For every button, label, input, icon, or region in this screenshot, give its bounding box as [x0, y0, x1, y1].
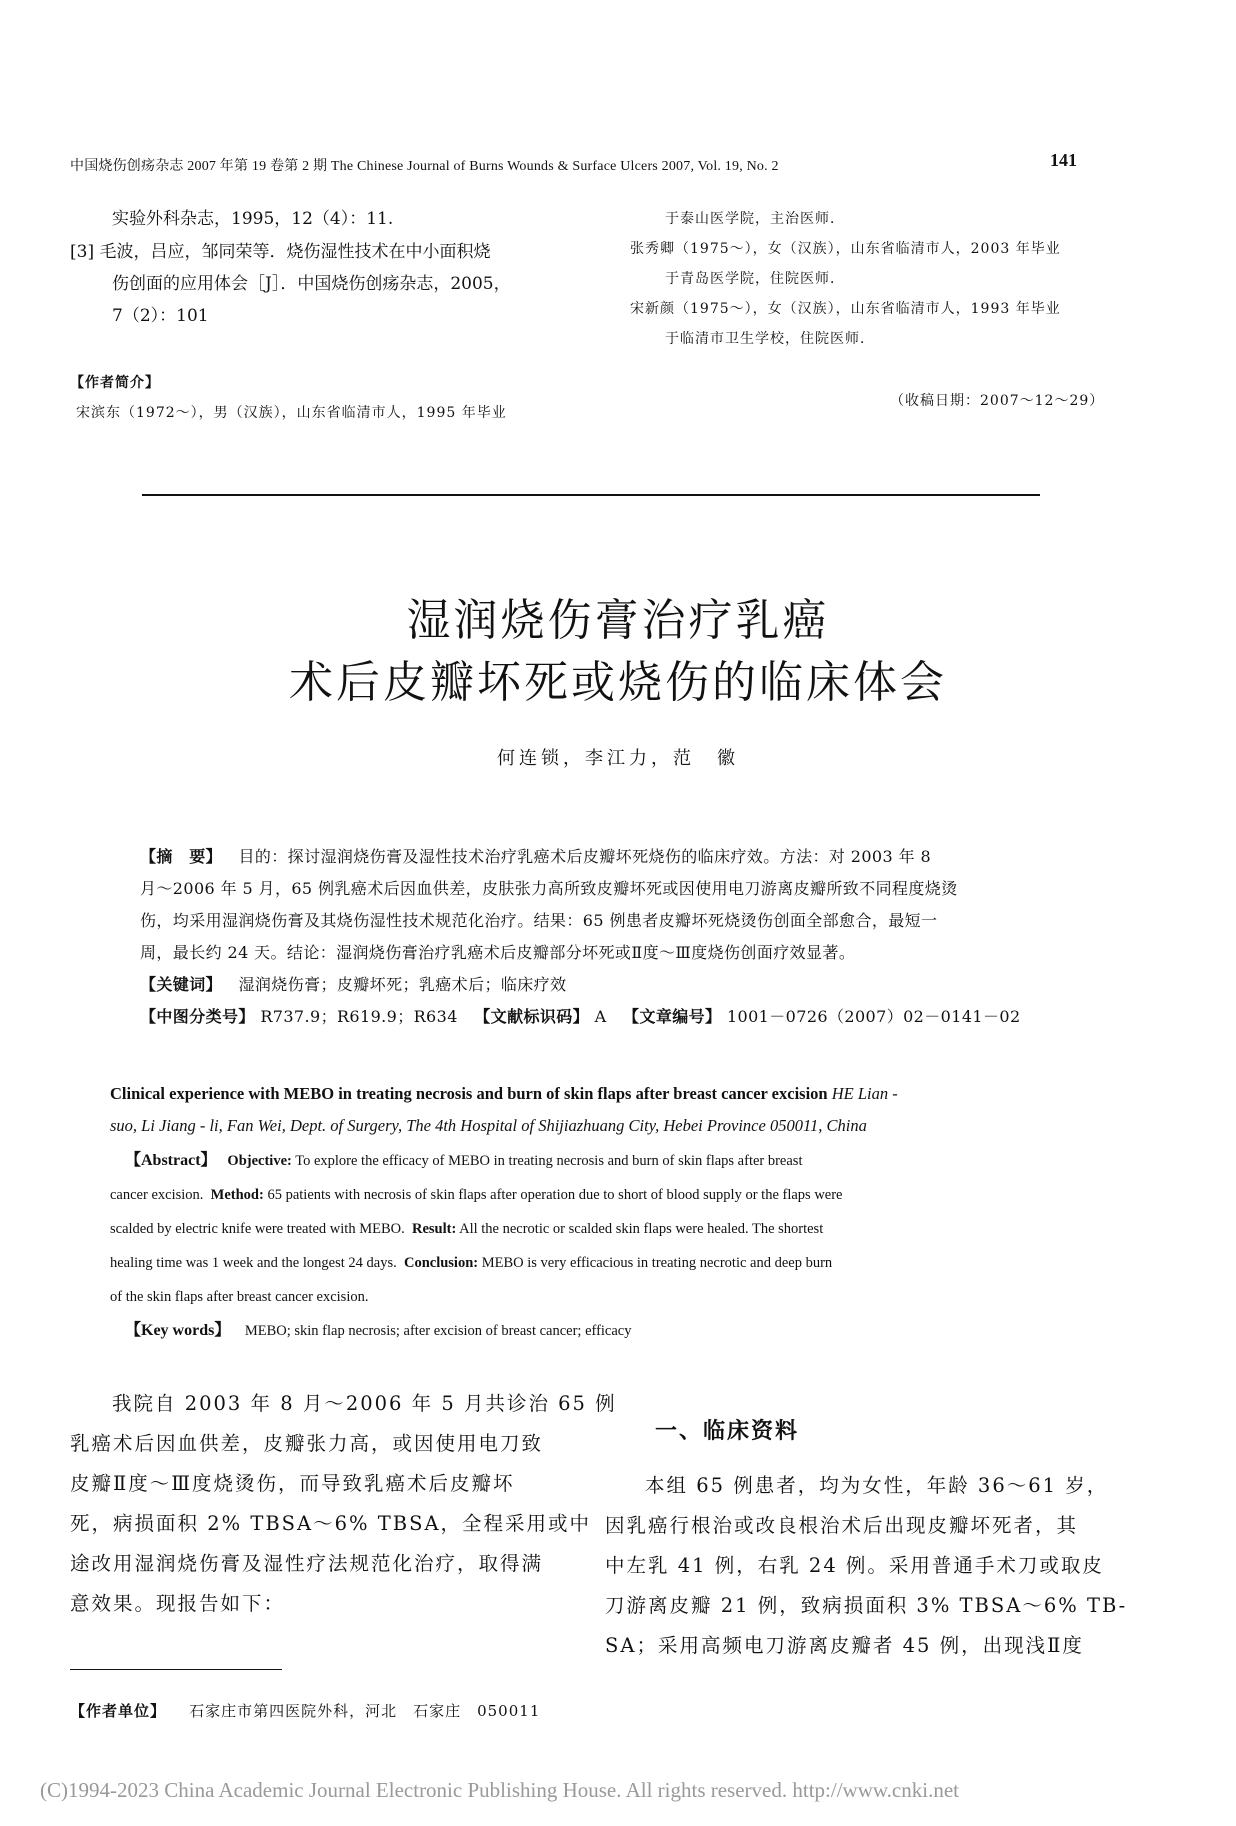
author-bio-line: 张秀卿（1975～），女（汉族），山东省临清市人，2003 年毕业	[630, 241, 1061, 257]
objective-text: To explore the efficacy of MEBO in treating necrosis and burn of skin flaps after breast	[295, 1153, 803, 1169]
english-text: healing time was 1 week and the longest 24 days.	[110, 1255, 397, 1271]
english-abstract-label: 【Abstract】	[125, 1152, 217, 1169]
reference-line: 7（2）：101	[112, 306, 209, 326]
english-abstract-line	[110, 1246, 1085, 1280]
author-bio-line: 于临清市卫生学校，住院医师．	[665, 331, 875, 347]
abstract-line: 周，最长约 24 天。结论：湿润烧伤膏治疗乳癌术后皮瓣部分坏死或Ⅱ度～Ⅲ度烧伤创面疗效显著。	[140, 943, 856, 962]
reference-line: [3] 毛波，吕应，邹同荣等．烧伤湿性技术在中小面积烧	[70, 242, 491, 262]
section-divider	[142, 494, 1040, 496]
reference-line: 伤创面的应用体会［J］．中国烧伤创疡杂志，2005，	[112, 274, 511, 294]
author-bio-label: 【作者简介】	[70, 375, 160, 391]
section-heading: 一、临床资料	[655, 1419, 800, 1444]
english-authors-line1: HE Lian -	[831, 1084, 898, 1103]
english-abstract-line	[110, 1212, 1085, 1246]
reference-line: 实验外科杂志，1995，12（4）：11.	[112, 209, 394, 229]
method-text: 65 patients with necrosis of skin flaps after operation due to short of blood supply or the flaps were	[267, 1187, 843, 1203]
english-abstract-line	[125, 1144, 1100, 1178]
body-line: 本组 65 例患者，均为女性，年龄 36～61 岁，	[645, 1474, 1109, 1497]
english-keywords-row	[125, 1314, 1100, 1348]
method-label: Method:	[210, 1187, 264, 1203]
abstract-label: 【摘 要】	[140, 847, 223, 866]
chinese-abstract	[140, 842, 1075, 872]
body-line: 刀游离皮瓣 21 例，致病损面积 3% TBSA～6% TB-	[605, 1594, 1128, 1617]
author-bio-line: 于泰山医学院，主治医师．	[665, 211, 845, 227]
conclusion-label: Conclusion:	[403, 1255, 479, 1271]
english-keywords: MEBO; skin flap necrosis; after excision of breast cancer; efficacy	[244, 1323, 632, 1339]
english-text: cancer excision.	[110, 1187, 204, 1203]
running-head: 中国烧伤创疡杂志 2007 年第 19 卷第 2 期 The Chinese Journal of Burns Wounds & Surface Ulcers 2007, Vol. 19, No. 2	[70, 159, 779, 174]
article-title-line2: 术后皮瓣坏死或烧伤的临床体会	[289, 657, 947, 708]
class-label: 【中图分类号】	[140, 1007, 255, 1026]
body-line: 死，病损面积 2% TBSA～6% TBSA，全程采用或中	[70, 1512, 592, 1535]
english-title: Clinical experience with MEBO in treating necrosis and burn of skin flaps after breast cancer excision	[110, 1084, 828, 1103]
english-authors: suo, Li Jiang - li, Fan Wei, Dept. of Surgery, The 4th Hospital of Shijiazhuang City, Hebei Province 050011, China	[110, 1116, 867, 1135]
english-abstract-line: of the skin flaps after breast cancer excision.	[110, 1289, 369, 1305]
footnote-rule	[70, 1669, 282, 1670]
classification-row	[140, 1002, 1075, 1032]
class-value: R737.9；R619.9；R634	[260, 1007, 458, 1026]
article-number-label: 【文章编号】	[623, 1007, 722, 1026]
keywords-row	[140, 970, 1075, 1000]
abstract-line: 月～2006 年 5 月，65 例乳癌术后因血供差，皮肤张力高所致皮瓣坏死或因使用电刀游离皮瓣所致不同程度烧烫	[140, 879, 958, 898]
body-line: 中左乳 41 例，右乳 24 例。采用普通手术刀或取皮	[605, 1554, 1104, 1577]
abstract-line: 伤，均采用湿润烧伤膏及其烧伤湿性技术规范化治疗。结果：65 例患者皮瓣坏死烧烫伤创面全部愈合，最短一	[140, 911, 938, 930]
doc-code-label: 【文献标识码】	[474, 1007, 590, 1026]
article-title-line1: 湿润烧伤膏治疗乳癌	[406, 595, 830, 646]
page-number: 141	[1050, 150, 1077, 170]
result-text: All the necrotic or scalded skin flaps were healed. The shortest	[459, 1221, 824, 1237]
keywords-label: 【关键词】	[140, 975, 223, 994]
body-line: SA；采用高频电刀游离皮瓣者 45 例，出现浅Ⅱ度	[605, 1634, 1084, 1657]
footnote-label: 【作者单位】	[70, 1702, 167, 1720]
author-bio-line: 宋新颜（1975～），女（汉族），山东省临清市人，1993 年毕业	[630, 301, 1061, 317]
english-title-block	[110, 1078, 1085, 1110]
english-abstract-line	[110, 1178, 1085, 1212]
copyright-notice: (C)1994-2023 China Academic Journal Electronic Publishing House. All rights reserved. http://www.cnki.net	[40, 1778, 959, 1802]
doc-code-value: A	[594, 1007, 607, 1026]
footnote-value: 石家庄市第四医院外科，河北 石家庄 050011	[189, 1702, 541, 1720]
body-line: 意效果。现报告如下：	[70, 1592, 286, 1615]
body-line: 途改用湿润烧伤膏及湿性疗法规范化治疗，取得满	[70, 1552, 544, 1575]
body-line: 我院自 2003 年 8 月～2006 年 5 月共诊治 65 例	[112, 1392, 617, 1415]
author-bio-line: 于青岛医学院，住院医师．	[665, 271, 845, 287]
english-authors-line2	[110, 1110, 1085, 1142]
objective-label: Objective:	[227, 1153, 292, 1169]
body-line: 乳癌术后因血供差，皮瓣张力高，或因使用电刀致	[70, 1432, 544, 1455]
english-text: scalded by electric knife were treated with MEBO.	[110, 1221, 405, 1237]
abstract-line: 目的：探讨湿润烧伤膏及湿性技术治疗乳癌术后皮瓣坏死烧伤的临床疗效。方法：对 2003 年 8	[238, 847, 932, 866]
body-line: 皮瓣Ⅱ度～Ⅲ度烧烫伤，而导致乳癌术后皮瓣坏	[70, 1472, 515, 1495]
article-number-value: 1001－0726（2007）02－0141－02	[726, 1007, 1021, 1026]
received-date: （收稿日期：2007～12～29）	[890, 393, 1105, 409]
result-label: Result:	[411, 1221, 457, 1237]
keywords-value: 湿润烧伤膏；皮瓣坏死；乳癌术后；临床疗效	[238, 975, 567, 994]
body-line: 因乳癌行根治或改良根治术后出现皮瓣坏死者，其	[605, 1514, 1079, 1537]
article-authors: 何连锁，李江力，范 徽	[497, 748, 739, 769]
english-keywords-label: 【Key words】	[125, 1322, 231, 1339]
author-bio-line: 宋滨东（1972～），男（汉族），山东省临清市人，1995 年毕业	[76, 405, 507, 421]
conclusion-text: MEBO is very efficacious in treating necrotic and deep burn	[481, 1255, 833, 1271]
footnote	[70, 1700, 540, 1721]
